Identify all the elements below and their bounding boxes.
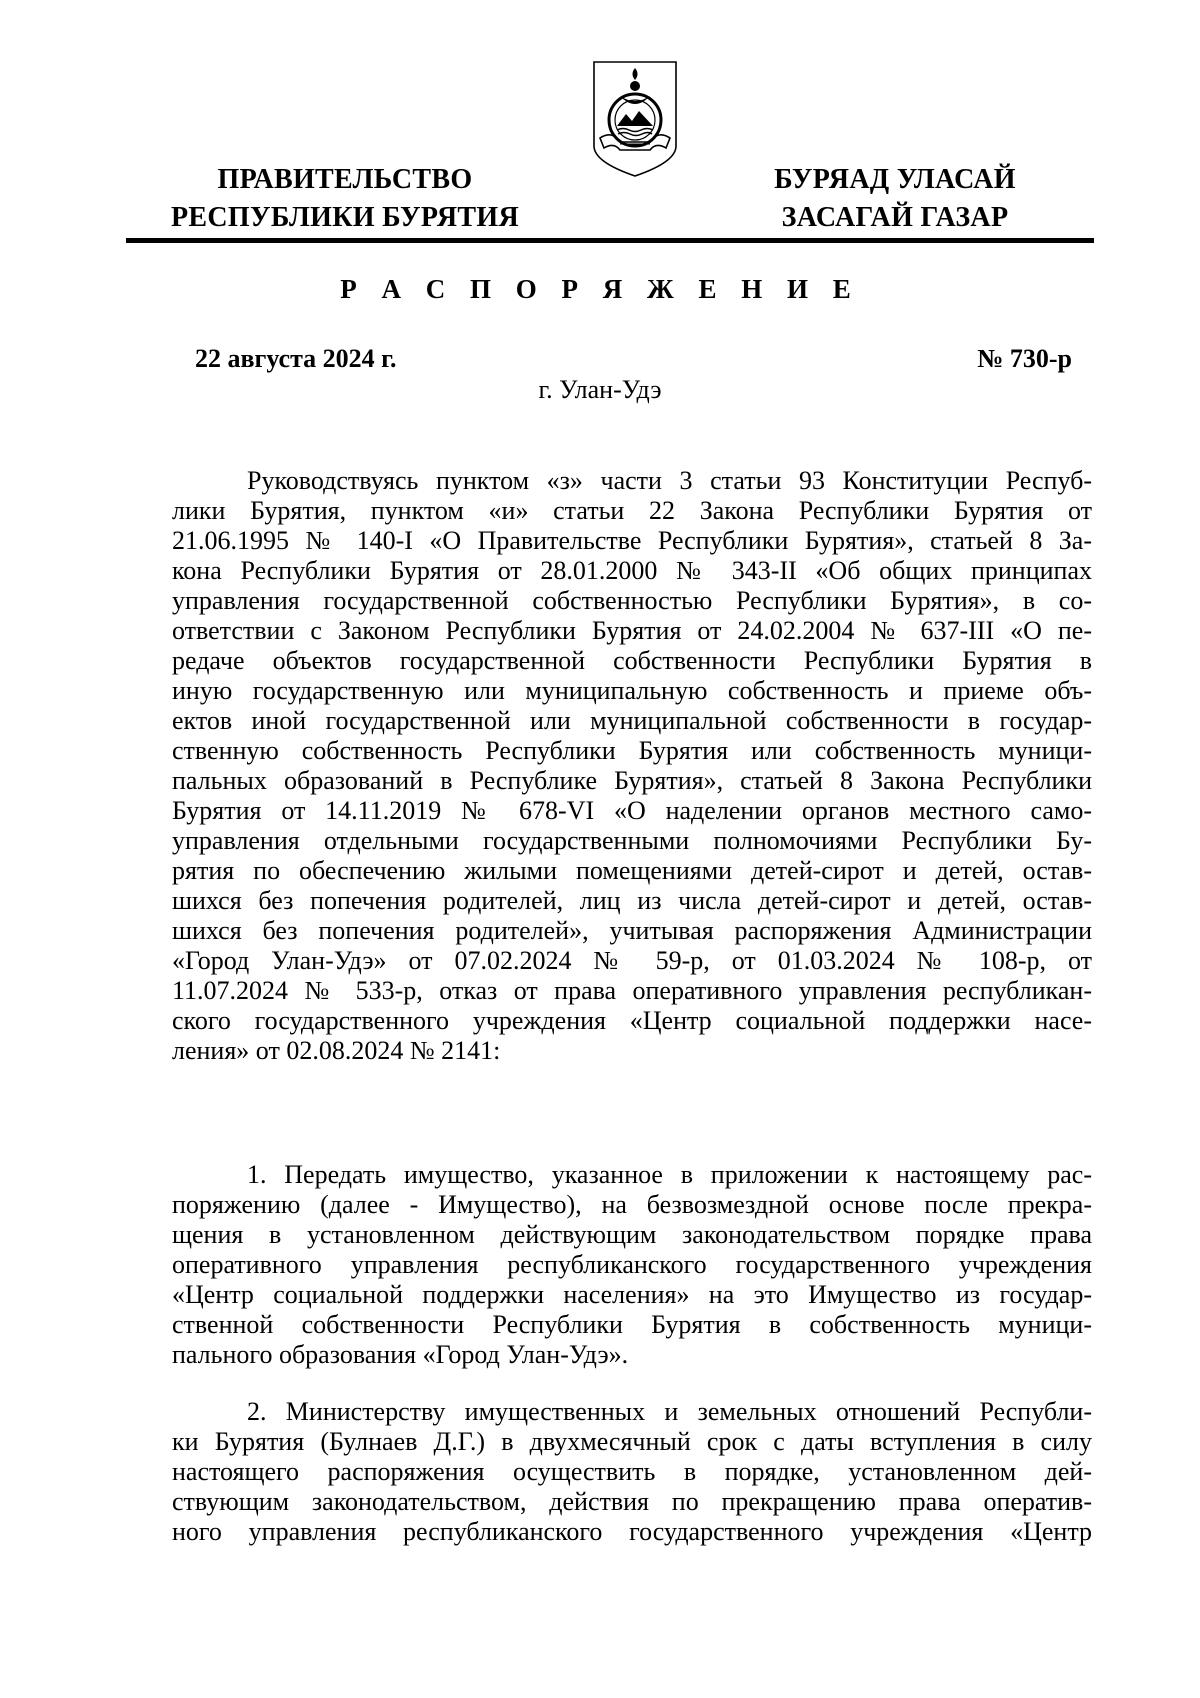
text-line: щения в установленном действующим законодательством порядке права (172, 1220, 1092, 1249)
text-line: рятия по обеспечению жилыми помещениями детей-сирот и детей, остав- (172, 856, 1092, 885)
government-name-russian (170, 161, 520, 237)
text-line: 1. Передать имущество, указанное в приложении к настоящему рас- (247, 1160, 1092, 1189)
text-line: редаче объектов государственной собственности Республики Бурятия в (172, 646, 1092, 675)
text-line: ственной собственности Республики Бурятия в собственность муници- (172, 1310, 1092, 1339)
document-city: г. Улан-Удэ (538, 375, 662, 404)
text-line: шихся без попечения родителей, лиц из числа детей-сирот и детей, остав- (172, 886, 1092, 915)
document-title: Р А С П О Р Я Ж Е Н И Е (340, 274, 860, 304)
preamble-paragraph (172, 466, 1092, 1066)
text-line: ственную собственность Республики Бурятия или собственность муници- (172, 736, 1092, 765)
text-line: 11.07.2024 № 533-р, отказ от права оперативного управления республикан- (172, 976, 1092, 1005)
text-line: ки Бурятия (Булнаев Д.Г.) в двухмесячный срок с даты вступления в силу (172, 1427, 1092, 1456)
text-line: поряжению (далее - Имущество), на безвозмездной основе после прекра- (172, 1190, 1092, 1219)
text-line: пальных образований в Республике Бурятия», статьей 8 Закона Республики (172, 766, 1092, 795)
text-line: ствующим законодательством, действия по прекращению права оператив- (172, 1487, 1092, 1516)
text-line: Руководствуясь пунктом «з» части 3 статьи 93 Конституции Респуб- (247, 466, 1092, 495)
text-line: ного управления республиканского государственного учреждения «Центр (172, 1517, 1092, 1546)
text-line: ектов иной государственной или муниципальной собственности в государ- (172, 706, 1092, 735)
text-line: управления отдельными государственными полномочиями Республики Бу- (172, 826, 1092, 855)
org-right-line-1: БУРЯАД УЛАСАЙ (774, 164, 1016, 195)
org-right-line-2: ЗАСАГАЙ ГАЗАР (781, 202, 1009, 233)
header-divider (126, 238, 1094, 243)
text-line: иную государственную или муниципальную собственность и приеме объ- (172, 676, 1092, 705)
text-line: ответствии с Законом Республики Бурятия от 24.02.2004 № 637-III «О пе- (172, 616, 1092, 645)
text-line: лики Бурятия, пунктом «и» статьи 22 Закона Республики Бурятия от (172, 496, 1092, 525)
government-name-buryat (735, 161, 1055, 237)
text-line: «Центр социальной поддержки населения» на это Имущество из государ- (172, 1280, 1092, 1309)
text-line: пального образования «Город Улан-Удэ». (172, 1340, 629, 1369)
text-line: «Город Улан-Удэ» от 07.02.2024 № 59-р, от 01.03.2024 № 108-р, от (172, 946, 1092, 975)
text-line: оперативного управления республиканского государственного учреждения (172, 1250, 1092, 1279)
item-1-paragraph (172, 1160, 1092, 1370)
document-number: № 730-р (977, 344, 1072, 373)
text-line: кона Республики Бурятия от 28.01.2000 № 343-II «Об общих принципах (172, 556, 1092, 585)
item-2-paragraph (172, 1397, 1092, 1547)
document-date: 22 августа 2024 г. (195, 344, 397, 373)
org-left-line-2: РЕСПУБЛИКИ БУРЯТИЯ (171, 202, 519, 233)
text-line: управления государственной собственностью Республики Бурятия», в со- (172, 586, 1092, 615)
text-line: 21.06.1995 № 140-I «О Правительстве Республики Бурятия», статьей 8 За- (172, 526, 1092, 555)
text-line: 2. Министерству имущественных и земельных отношений Республи- (247, 1397, 1092, 1426)
text-line: ления» от 02.08.2024 № 2141: (172, 1036, 501, 1065)
text-line: ского государственного учреждения «Центр социальной поддержки насе- (172, 1006, 1092, 1035)
text-line: шихся без попечения родителей», учитывая распоряжения Администрации (172, 916, 1092, 945)
coat-of-arms-icon (590, 54, 680, 179)
text-line: настоящего распоряжения осуществить в порядке, установленном дей- (172, 1457, 1092, 1486)
text-line: Бурятия от 14.11.2019 № 678-VI «О наделении органов местного само- (172, 796, 1092, 825)
org-left-line-1: ПРАВИТЕЛЬСТВО (217, 164, 473, 195)
